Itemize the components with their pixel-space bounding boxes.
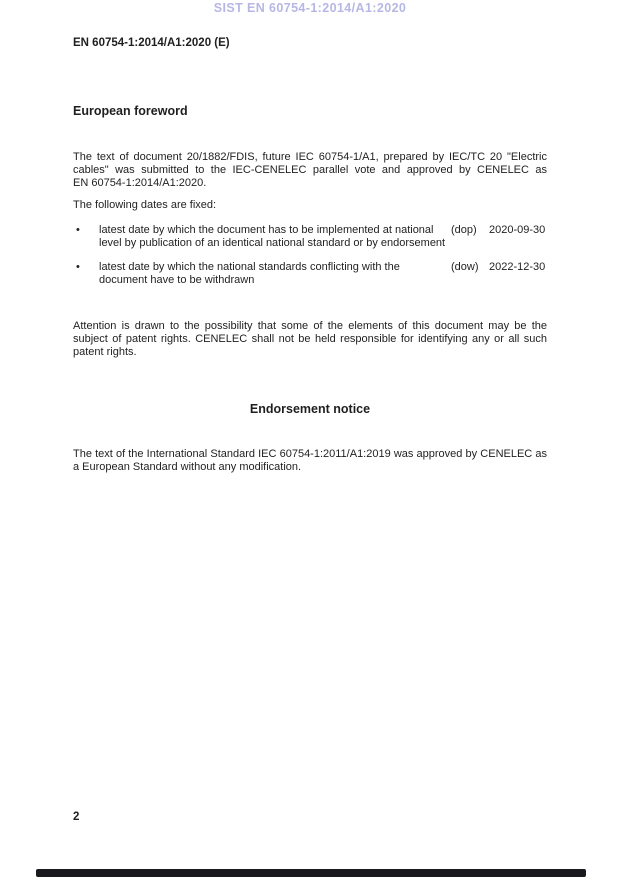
page-bottom-bar xyxy=(36,869,586,877)
bullet-icon: • xyxy=(76,261,80,273)
page-number: 2 xyxy=(73,811,80,823)
bullet-icon: • xyxy=(76,224,80,236)
date-item-dow xyxy=(73,261,547,287)
foreword-paragraph: The text of document 20/1882/FDIS, future IEC 60754-1/A1, prepared by IEC/TC 20 "Electric cables" was submitted to the IEC-CENELEC parallel vote and approved by CENELEC as EN 60754-1:2014/A1:2020. xyxy=(73,151,547,189)
endorsement-notice-paragraph: The text of the International Standard IEC 60754-1:2011/A1:2019 was approved by CENELEC as a European Standard without any modification. xyxy=(73,448,547,473)
document-reference: EN 60754-1:2014/A1:2020 (E) xyxy=(73,37,230,49)
date-item-value: 2022-12-30 xyxy=(489,261,546,273)
endorsement-notice-heading: Endorsement notice xyxy=(249,402,371,416)
date-item-description: latest date by which the national standards conflicting with the document have to be withdrawn xyxy=(99,261,400,286)
date-item-dop xyxy=(73,224,547,250)
patent-rights-notice: Attention is drawn to the possibility that some of the elements of this document may be the subject of patent rights. CENELEC shall not be held responsible for identifying any or all such patent rights. xyxy=(73,320,547,358)
date-item-description: latest date by which the document has to be implemented at national level by publication of an identical national standard or by endorsement xyxy=(99,224,446,249)
dates-intro-text: The following dates are fixed: xyxy=(73,199,217,211)
date-item-code: (dop) xyxy=(451,224,477,236)
european-foreword-heading: European foreword xyxy=(73,104,188,118)
sist-watermark-header: SIST EN 60754-1:2014/A1:2020 xyxy=(213,1,407,15)
date-item-value: 2020-09-30 xyxy=(489,224,546,236)
date-item-code: (dow) xyxy=(451,261,479,273)
